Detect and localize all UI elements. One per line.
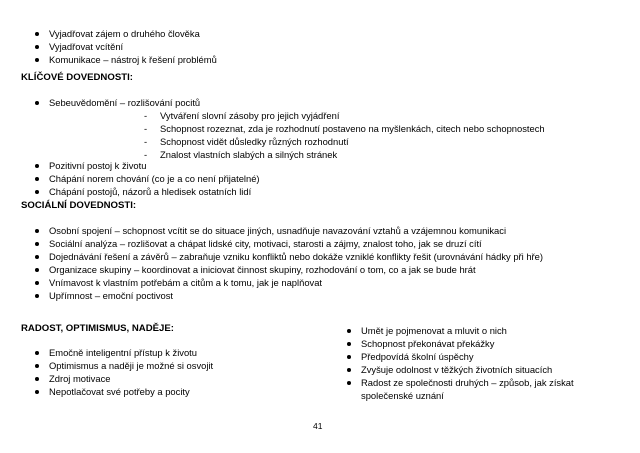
dash-marker: -	[144, 110, 148, 121]
bullet-icon	[35, 390, 39, 394]
bullet-icon	[35, 190, 39, 194]
bullet-icon	[35, 177, 39, 181]
sub-list-item: Schopnost rozeznat, zda je rozhodnutí postaveno na myšlenkách, citech nebo schopnostech	[160, 123, 545, 134]
bullet-icon	[347, 355, 351, 359]
page-number: 41	[313, 421, 323, 431]
list-item: Vyjadřovat vcítění	[49, 41, 124, 52]
bullet-icon	[35, 281, 39, 285]
list-item: Osobní spojení – schopnost vcítit se do situace jiných, usnadňuje navazování vztahů a vzájemnou komunikaci	[49, 225, 507, 236]
list-item: Vnímavost k vlastním potřebám a citům a k tomu, jak je naplňovat	[49, 277, 323, 288]
list-item: Komunikace – nástroj k řešení problémů	[49, 54, 217, 65]
list-item: Dojednávání řešení a závěrů – zabraňuje vzniku konfliktů nebo dokáže vzniklé konflikty řešit (urovnávání hádky při hře)	[49, 251, 544, 262]
bullet-icon	[35, 294, 39, 298]
bullet-icon	[35, 58, 39, 62]
dash-marker: -	[144, 136, 148, 147]
bullet-icon	[347, 329, 351, 333]
list-item: Upřímnost – emoční poctivost	[49, 290, 174, 301]
sub-list-item: Znalost vlastních slabých a silných stránek	[160, 149, 338, 160]
sub-list-item: Schopnost vidět důsledky různých rozhodnutí	[160, 136, 349, 147]
list-item: Organizace skupiny – koordinovat a iniciovat činnost skupiny, rozhodování o tom, co a jak se bude hrát	[49, 264, 476, 275]
list-item-continuation: společenské uznání	[361, 390, 444, 401]
bullet-icon	[35, 45, 39, 49]
list-item: Sociální analýza – rozlišovat a chápat lidské city, motivaci, starosti a zájmy, znalost toho, jak se druzí cítí	[49, 238, 482, 249]
section-heading-radost: RADOST, OPTIMISMUS, NADĚJE:	[21, 323, 174, 334]
list-item: Pozitivní postoj k životu	[49, 160, 147, 171]
list-item: Umět je pojmenovat a mluvit o nich	[361, 325, 507, 336]
sub-list-item: Vytváření slovní zásoby pro jejich vyjádření	[160, 110, 340, 121]
list-item: Vyjadřovat zájem o druhého člověka	[49, 28, 200, 39]
list-item: Předpovídá školní úspěchy	[361, 351, 474, 362]
bullet-icon	[347, 381, 351, 385]
bullet-icon	[35, 164, 39, 168]
bullet-icon	[35, 255, 39, 259]
list-item: Chápání postojů, názorů a hledisek ostatních lidí	[49, 186, 252, 197]
bullet-icon	[35, 377, 39, 381]
list-item: Zvyšuje odolnost v těžkých životních situacích	[361, 364, 553, 375]
list-item: Sebeuvědomění – rozlišování pocitů	[49, 97, 201, 108]
bullet-icon	[35, 229, 39, 233]
section-heading-klicove: KLÍČOVÉ DOVEDNOSTI:	[21, 72, 133, 83]
list-item: Zdroj motivace	[49, 373, 111, 384]
list-item: Optimismus a naději je možné si osvojit	[49, 360, 214, 371]
bullet-icon	[35, 101, 39, 105]
dash-marker: -	[144, 123, 148, 134]
bullet-icon	[35, 364, 39, 368]
list-item: Nepotlačovat své potřeby a pocity	[49, 386, 190, 397]
bullet-icon	[35, 351, 39, 355]
bullet-icon	[35, 242, 39, 246]
list-item: Radost ze společnosti druhých – způsob, jak získat	[361, 377, 574, 388]
section-heading-socialni: SOCIÁLNÍ DOVEDNOSTI:	[21, 200, 137, 211]
dash-marker: -	[144, 149, 148, 160]
list-item: Chápání norem chování (co je a co není přijatelné)	[49, 173, 260, 184]
bullet-icon	[347, 342, 351, 346]
list-item: Schopnost překonávat překážky	[361, 338, 495, 349]
bullet-icon	[35, 268, 39, 272]
list-item: Emočně inteligentní přístup k životu	[49, 347, 197, 358]
bullet-icon	[347, 368, 351, 372]
bullet-icon	[35, 32, 39, 36]
